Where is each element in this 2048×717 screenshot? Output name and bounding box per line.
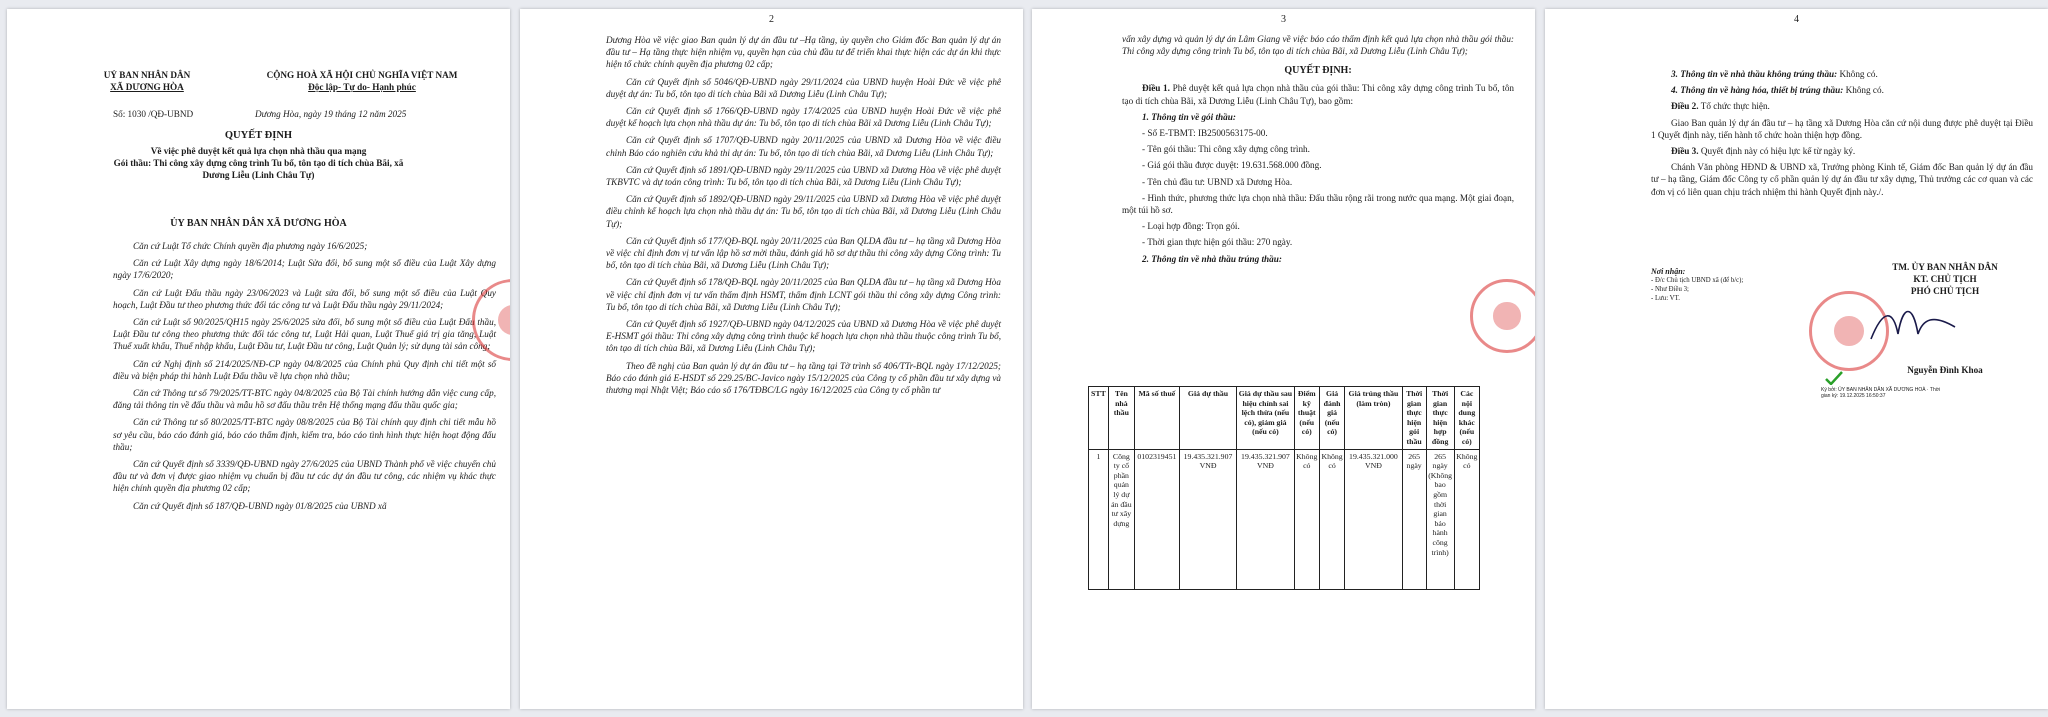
- legal-basis-paragraph: Căn cứ Quyết định số 5046/QĐ-UBND ngày 29/11/2024 của UBND huyện Hoài Đức về việc phê duyệt dự án: Tu bổ, tôn tạo di tích chùa Bãi xã Dương Liễu (Linh Châu Tự);: [606, 76, 1001, 99]
- legal-basis-list: [606, 34, 1001, 401]
- legal-basis-paragraph: Căn cứ Quyết định số 187/QĐ-UBND ngày 01/8/2025 của UBND xã: [133, 500, 387, 511]
- legal-basis-paragraph: Căn cứ Luật Xây dựng ngày 18/6/2014; Luật Sửa đổi, bổ sung một số điều của Luật Xây dựng ngày 17/6/2020;: [113, 258, 496, 281]
- document-title: QUYẾT ĐỊNH: [224, 130, 293, 141]
- item-4-label: 4. Thông tin về hàng hóa, thiết bị trúng thầu:: [1671, 85, 1844, 96]
- document-page-2: [520, 9, 1023, 709]
- signature-title: [1845, 261, 2045, 298]
- place-date: Dương Hòa, ngày 19 tháng 12 năm 2025: [255, 109, 407, 119]
- document-page-1: [7, 9, 510, 709]
- legal-basis-paragraph: Căn cứ Nghị định số 214/2025/NĐ-CP ngày 04/8/2025 của Chính phủ Quy định chi tiết một số điều và biện pháp thi hành Luật Đấu thầu về lựa chọn nhà thầu;: [113, 358, 496, 381]
- issuing-authority: ỦY BAN NHÂN DÂN XÃ DƯƠNG HÒA: [170, 218, 347, 229]
- table-row: [1089, 449, 1480, 589]
- legal-basis-paragraph: Theo đề nghị của Ban quản lý dự án đầu tư – hạ tầng tại Tờ trình số 406/TTr-BQL ngày 17/12/2025; Báo cáo đánh giá E-HSDT số 229.25/BC-Javico ngày 15/12/2025 của Công ty cổ phần đầu tư xây dựng và thương mại Nhật Việt; Báo cáo số 176/TĐBC/LG ngày 16/12/2025 của Công ty cổ phần tư: [606, 360, 1001, 396]
- legal-basis-paragraph: Căn cứ Quyết định số 177/QĐ-BQL ngày 20/11/2025 của Ban QLDA đầu tư – hạ tầng xã Dương Hòa về việc chỉ định đơn vị tư vấn lập hồ sơ mời thầu, đánh giá hồ sơ dự thầu thi công xây dựng Công trình: Tu bổ, tôn tạo di tích chùa Bãi, xã Dương Liễu (Linh Châu Tự);: [606, 235, 1001, 271]
- item-4: [1651, 84, 2033, 96]
- table-cell: 265 ngày: [1402, 449, 1426, 589]
- table-cell: Không có: [1294, 449, 1319, 589]
- org-line-2: XÃ DƯƠNG HÒA: [110, 82, 184, 93]
- subtitle-line-2: Gói thầu: Thi công xây dựng công trình Tu bổ, tôn tạo di tích chùa Bãi, xã: [113, 158, 404, 169]
- recipient-item: - Lưu: VT.: [1651, 295, 1680, 302]
- legal-basis-list: [113, 240, 496, 517]
- recipients-title: Nơi nhận:: [1651, 267, 1686, 276]
- table-header-cell: Điểm kỹ thuật (nếu có): [1294, 387, 1319, 450]
- nation-line-1: CỘNG HOÀ XÃ HỘI CHỦ NGHĨA VIỆT NAM: [266, 70, 458, 80]
- page-number: 2: [769, 14, 774, 25]
- table-header-cell: Mã số thuế: [1134, 387, 1179, 450]
- table-header-cell: Các nội dung khác (nếu có): [1454, 387, 1479, 450]
- sign-line-2: KT. CHỦ TỊCH: [1913, 274, 1977, 285]
- package-info-item: - Tên gói thầu: Thi công xây dựng công trình.: [1142, 144, 1310, 155]
- legal-basis-paragraph: Căn cứ Quyết định số 1891/QĐ-UBND ngày 29/11/2025 của UBND xã Dương Hòa về việc phê duyệt TKBVTC và dự toán công trình: Tu bổ, tôn tạo di tích chùa Bãi, xã Dương Liễu (Linh Châu Tự);: [606, 164, 1001, 188]
- table-cell: 265 ngày (Không bao gồm thời gian bảo hành công trình): [1426, 449, 1454, 589]
- seal-stamp-edge: [1470, 279, 1535, 353]
- item-3-label: 3. Thông tin về nhà thầu không trúng thầu:: [1671, 69, 1838, 79]
- article-3-label: Điều 3.: [1671, 146, 1699, 157]
- sign-line-1: TM. ỦY BAN NHÂN DÂN: [1892, 262, 1998, 272]
- legal-basis-paragraph: Căn cứ Luật Đấu thầu ngày 23/06/2023 và Luật sửa đổi, bổ sung một số điều của Luật Quy hoạch, Luật Đầu tư theo phương thức đối tác công tư và Luật Đấu thầu ngày 29/11/2024;: [113, 287, 496, 310]
- article-2-text: Tổ chức thực hiện.: [1700, 101, 1770, 112]
- package-info-item: - Số E-TBMT: IB2500563175-00.: [1142, 128, 1268, 139]
- document-subtitle: [27, 145, 490, 182]
- legal-basis-paragraph: Căn cứ Thông tư số 80/2025/TT-BTC ngày 08/8/2025 của Bộ Tài chính quy định chi tiết mẫu hồ sơ yêu cầu, báo cáo đánh giá, báo cáo thẩm định, kiểm tra, báo cáo tình hình thực hiện hoạt động đấu thầu;: [113, 417, 496, 452]
- legal-basis-paragraph: Căn cứ Quyết định số 1766/QĐ-UBND ngày 17/4/2025 của UBND huyện Hoài Đức về việc phê duyệt kế hoạch lựa chọn nhà thầu dự án: Tu bổ, tôn tạo di tích chùa Bãi xã Dương Liễu (Linh Châu Tự);: [606, 106, 1001, 129]
- winner-info-heading: 2. Thông tin về nhà thầu trúng thầu:: [1142, 253, 1282, 264]
- article-2-label: Điều 2.: [1671, 101, 1699, 112]
- page-number: 4: [1794, 14, 1799, 25]
- checkmark-icon: [1825, 371, 1843, 385]
- document-page-3: [1032, 9, 1535, 709]
- subtitle-line-3: Dương Liễu (Linh Châu Tự): [202, 170, 315, 181]
- package-info-item: - Loại hợp đồng: Trọn gói.: [1142, 221, 1240, 232]
- table-header-cell: Giá trúng thầu (làm tròn): [1345, 387, 1402, 450]
- table-header-cell: STT: [1089, 387, 1109, 450]
- table-header-cell: Tên nhà thầu: [1108, 387, 1134, 450]
- table-cell: 1: [1089, 449, 1109, 589]
- recipient-item: - Như Điều 3;: [1651, 286, 1689, 293]
- table-header-row: [1089, 387, 1480, 450]
- legal-basis-paragraph: Căn cứ Luật Tổ chức Chính quyền địa phương ngày 16/6/2025;: [133, 241, 368, 251]
- article-2-paragraph: Giao Ban quản lý dự án đầu tư – hạ tầng xã Dương Hòa căn cứ nội dung được phê duyệt tại Điều 1 Quyết định này, tiến hành tổ chức hoàn thiện hợp đồng.: [1651, 117, 2033, 140]
- table-header-cell: Thời gian thực hiện hợp đồng: [1426, 387, 1454, 450]
- package-info-item: - Hình thức, phương thức lựa chọn nhà thầu: Đấu thầu rộng rãi trong nước qua mạng. Một giai đoạn, một túi hồ sơ.: [1122, 192, 1514, 216]
- article-1: [1122, 82, 1514, 106]
- table-cell: 19.435.321.907 VNĐ: [1237, 449, 1294, 589]
- package-info-item: - Tên chủ đầu tư: UBND xã Dương Hòa.: [1142, 176, 1293, 187]
- legal-basis-paragraph: Dương Hòa về việc giao Ban quản lý dự án đầu tư –Hạ tầng, ủy quyền cho Giám đốc Ban quản lý dự án đầu tư – Hạ tầng thực hiện nhiệm vụ, quyền hạn của chủ đầu tư để triển khai thực hiện các dự án khi thực hiện tổ chức chính quyền địa phương 02 cấp;: [606, 35, 1001, 70]
- article-2: [1651, 100, 2033, 112]
- article-1-text: Phê duyệt kết quả lựa chọn nhà thầu của gói thầu: Thi công xây dựng công trình Tu bổ, tôn tạo di tích chùa Bãi, xã Dương Liễu (Linh Châu Tự), bao gồm:: [1122, 83, 1515, 106]
- table-cell: 19.435.321.000 VNĐ: [1345, 449, 1402, 589]
- table-cell: Công ty cổ phần quản lý dự án đầu tư xây dựng: [1108, 449, 1134, 589]
- legal-basis-paragraph: Căn cứ Quyết định số 1927/QĐ-UBND ngày 04/12/2025 của UBND xã Dương Hòa về việc phê duyệt E-HSMT gói thầu: Thi công xây dựng công trình thuộc kế hoạch lựa chọn nhà thầu thuộc công trình Tu bổ, tôn tạo di tích chùa Bãi, xã Dương Liễu (Linh Châu Tự);: [606, 319, 1001, 354]
- legal-basis-paragraph: Căn cứ Quyết định số 1892/QĐ-UBND ngày 29/11/2025 của UBND xã Dương Hòa về việc phê duyệt điều chỉnh kế hoạch lựa chọn nhà thầu dự án: Tu bổ, tôn tạo di tích chùa Bãi, xã Dương Liễu (Linh Châu Tự);: [606, 194, 1001, 229]
- org-name: [77, 69, 217, 93]
- package-info-item: - Thời gian thực hiện gói thầu: 270 ngày.: [1142, 237, 1293, 248]
- decision-heading: QUYẾT ĐỊNH:: [1284, 65, 1352, 77]
- legal-basis-paragraph: Căn cứ Quyết định số 1707/QĐ-UBND ngày 20/11/2025 của UBND xã Dương Hòa về việc điều chỉnh Báo cáo nghiên cứu khả thi dự án: Tu bổ, tôn tạo di tích chùa Bãi, xã Dương Liễu (Linh Châu Tự);: [606, 135, 1001, 158]
- signer-name: Nguyễn Đình Khoa: [1907, 365, 1983, 375]
- decision-body: [1122, 33, 1514, 269]
- recipient-item: - Đ/c Chủ tịch UBND xã (để b/c);: [1651, 277, 1744, 284]
- table-cell: Không có: [1319, 449, 1344, 589]
- table-header-cell: Giá dự thầu: [1179, 387, 1236, 450]
- article-3-text: Quyết định này có hiệu lực kể từ ngày ký.: [1700, 146, 1856, 157]
- item-3: [1651, 68, 2033, 80]
- legal-basis-paragraph: Căn cứ Quyết định số 178/QĐ-BQL ngày 20/11/2025 của Ban QLDA đầu tư – hạ tầng xã Dương Hòa về việc chỉ định đơn vị tư vấn thẩm định HSMT, thẩm định LCNT gói thầu thi công xây dựng Công trình: Tu bổ, tôn tạo di tích chùa Bãi, xã Dương Liễu (Linh Châu Tự);: [606, 277, 1001, 312]
- national-header: [227, 69, 497, 93]
- digital-signature-info: Ký bởi: ỦY BAN NHÂN DÂN XÃ DƯƠNG HOÀ · Thời gian ký: 19.12.2025 16:50:37: [1821, 387, 1941, 399]
- legal-basis-paragraph: Căn cứ Luật số 90/2025/QH15 ngày 25/6/2025 sửa đổi, bổ sung một số điều của Luật Đấu thầu, Luật Đầu tư công theo phương thức đối tác công tư, Luật Hải quan, Luật Thuế giá trị gia tăng, Luật Thuế xuất khẩu, Thuế nhập khẩu, Luật Đầu tư, Luật Đầu tư công, Luật Quản lý; sử dụng tài sản công;: [113, 317, 496, 352]
- table-cell: Không có: [1454, 449, 1479, 589]
- document-number: Số: 1030 /QĐ-UBND: [113, 109, 194, 119]
- nation-line-2: Độc lập- Tự do- Hạnh phúc: [308, 82, 416, 93]
- item-4-value: Không có.: [1845, 85, 1884, 96]
- table-header-cell: Thời gian thực hiện gói thầu: [1402, 387, 1426, 450]
- legal-basis-paragraph: Căn cứ Quyết định số 3339/QĐ-UBND ngày 27/6/2025 của UBND Thành phố về việc chuyển chủ đầu tư và đơn vị được giao nhiệm vụ chuẩn bị đầu tư các dự án đầu tư công, các nhiệm vụ khác thực hiện chính quyền địa phương 02 cấp;: [113, 459, 496, 494]
- item-3-value: Không có.: [1839, 69, 1878, 79]
- package-info-heading: 1. Thông tin về gói thầu:: [1142, 111, 1236, 122]
- intro-paragraph: vấn xây dựng và quản lý dự án Lâm Giang về việc báo cáo thẩm định kết quả lựa chọn nhà thầu gói thầu: Thi công xây dựng công trình Tu bổ, tôn tạo di tích chùa Bãi, xã Dương Liễu (Linh Châu Tự);: [1122, 34, 1514, 57]
- sign-line-3: PHÓ CHỦ TỊCH: [1910, 286, 1980, 297]
- execution-paragraph: Chánh Văn phòng HĐND & UBND xã, Trưởng phòng Kinh tế, Giám đốc Ban quản lý dự án đầu tư – hạ tầng, Giám đốc Công ty cổ phần quản lý dự án đầu tư xây dựng, Thủ trưởng các cơ quan và các đơn vị có liên quan chịu trách nhiệm thi hành Quyết định này./.: [1651, 162, 2033, 197]
- table-cell: 0102319451: [1134, 449, 1179, 589]
- page-number: 3: [1281, 14, 1286, 25]
- article-3: [1651, 145, 2033, 157]
- article-1-label: Điều 1.: [1142, 83, 1170, 94]
- table-header-cell: Giá dự thầu sau hiệu chỉnh sai lệch thừa (nếu có), giảm giá (nếu có): [1237, 387, 1294, 450]
- document-page-4: [1545, 9, 2048, 709]
- table-header-cell: Giá đánh giá (nếu có): [1319, 387, 1344, 450]
- subtitle-line-1: Về việc phê duyệt kết quả lựa chọn nhà thầu qua mạng: [150, 146, 367, 156]
- table-cell: 19.435.321.907 VNĐ: [1179, 449, 1236, 589]
- legal-basis-paragraph: Căn cứ Thông tư số 79/2025/TT-BTC ngày 04/8/2025 của Bộ Tài chính hướng dẫn việc cung cấp, đăng tải thông tin về đấu thầu và mẫu hồ sơ đấu thầu trên Hệ thống mạng đấu thầu quốc gia;: [113, 388, 496, 411]
- package-info-item: - Giá gói thầu được duyệt: 19.631.568.000 đồng.: [1142, 160, 1322, 171]
- winner-table: [1088, 386, 1480, 590]
- handwritten-signature: [1863, 299, 1963, 349]
- recipients-block: [1651, 267, 1791, 303]
- org-line-1: UỶ BAN NHÂN DÂN: [103, 70, 191, 80]
- decision-body: [1651, 68, 2033, 202]
